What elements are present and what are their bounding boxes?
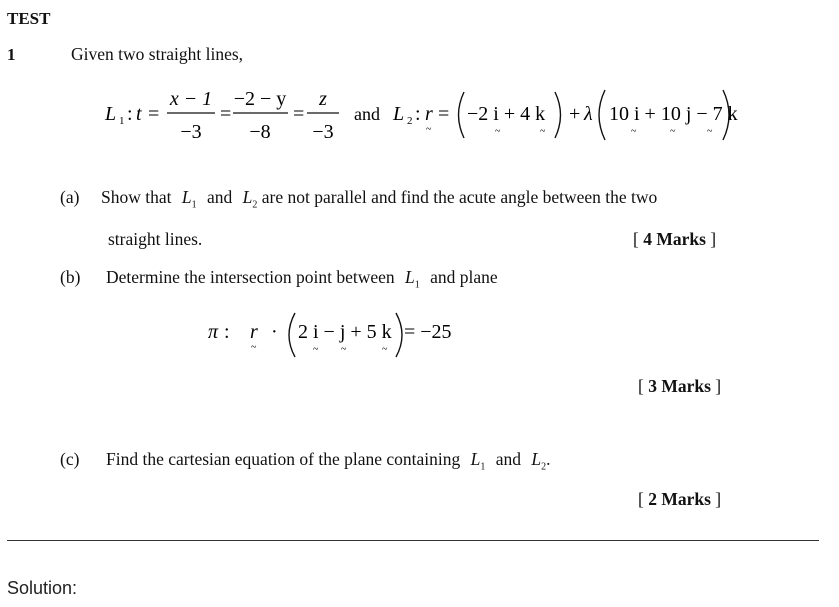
part-c-marks	[638, 489, 721, 510]
part-b-marks	[638, 376, 721, 397]
part-a-marks-open: [	[633, 229, 639, 249]
part-a-mid: and	[206, 187, 233, 207]
l2-dir-k-tilde: ~	[707, 126, 713, 137]
l2-direction-vector: 10 i + 10 j − 7 k	[609, 103, 738, 125]
plane-lhs-tilde: ~	[251, 342, 257, 353]
part-c-label: (c)	[60, 449, 80, 469]
part-a-marks-close: ]	[710, 229, 717, 249]
part-b-l1	[405, 267, 420, 291]
section-divider	[7, 540, 819, 541]
part-a-l2	[242, 187, 258, 211]
l2-equation	[392, 90, 738, 140]
part-a-line1	[101, 187, 657, 211]
l2-i-tilde: ~	[495, 126, 501, 137]
l2-lhs-tilde: ~	[426, 124, 432, 135]
l2-dir-i-tilde: ~	[631, 126, 637, 137]
part-a-l1-name: L	[181, 187, 192, 207]
part-a-l1-sub: 1	[191, 199, 197, 211]
l1-frac3-denominator: −3	[312, 121, 334, 143]
and-word: and	[354, 104, 380, 124]
test-heading: TEST	[7, 9, 51, 28]
solution-label: Solution:	[7, 578, 78, 598]
part-b-marks-value: 3 Marks	[648, 376, 711, 396]
part-a-marks-value: 4 Marks	[643, 229, 706, 249]
l1-frac1-denominator: −3	[180, 121, 202, 143]
l2-subscript: 2	[407, 115, 413, 127]
part-b-marks-close: ]	[715, 376, 722, 396]
l1-eq1: =	[220, 103, 232, 125]
part-a-marks	[633, 229, 716, 250]
plane-j-tilde: ~	[341, 344, 347, 355]
part-c-l2-sub: 2	[541, 461, 547, 473]
l2-lhs-vector: r	[425, 103, 433, 125]
lines-equation	[95, 80, 745, 150]
part-c-line1	[106, 449, 551, 473]
part-a-pre: Show that	[101, 187, 172, 207]
l1-frac2-denominator: −8	[249, 121, 271, 143]
part-c-marks-open: [	[638, 489, 644, 509]
l1-frac3-numerator: z	[319, 88, 327, 110]
plane-open-paren	[289, 313, 295, 357]
plane-k-tilde: ~	[382, 344, 388, 355]
plane-colon: :	[224, 321, 230, 343]
l2-eq: =	[438, 103, 450, 125]
l2-dir-open-paren	[599, 90, 605, 140]
plane-name: π	[208, 321, 219, 343]
part-c-marks-close: ]	[715, 489, 722, 509]
part-b-l1-sub: 1	[414, 279, 420, 291]
l1-frac2-numerator: −2 − y	[233, 88, 287, 110]
part-a-l1	[181, 187, 197, 211]
l2-point-open-paren	[459, 92, 465, 138]
l1-name: L	[105, 103, 117, 125]
part-c-mid: and	[495, 449, 522, 469]
part-b-pre: Determine the intersection point between	[106, 267, 395, 287]
part-b-line1	[106, 267, 498, 291]
part-c-post: .	[546, 449, 551, 469]
plane-dot: ·	[271, 321, 278, 343]
l2-name: L	[393, 103, 405, 125]
plane-lhs-vector: r	[250, 321, 258, 343]
part-a-l2-sub: 2	[252, 199, 258, 211]
part-a-label: (a)	[60, 187, 80, 207]
l1-eq0: =	[148, 103, 160, 125]
part-a-post: are not parallel and find the acute angle between the two	[261, 187, 658, 207]
part-c-pre: Find the cartesian equation of the plane containing	[106, 449, 461, 469]
part-b-l1-name: L	[405, 267, 415, 287]
l2-colon: :	[415, 103, 421, 125]
l1-colon: :	[127, 103, 133, 125]
part-c-l2-name: L	[531, 449, 542, 469]
l1-frac1-numerator: x − 1	[169, 88, 213, 110]
l1-equation	[104, 88, 339, 143]
l1-param: t	[136, 103, 142, 125]
part-b-post: and plane	[430, 267, 498, 287]
part-a-line2: straight lines.	[108, 229, 203, 249]
plane-close-paren	[396, 313, 402, 357]
l1-subscript: 1	[119, 115, 125, 127]
l2-k-tilde: ~	[540, 126, 546, 137]
question-intro: Given two straight lines,	[71, 44, 244, 64]
part-c-l1	[470, 449, 486, 473]
part-b-marks-open: [	[638, 376, 644, 396]
plane-i-tilde: ~	[313, 344, 319, 355]
question-number: 1	[7, 45, 16, 64]
l2-dir-j-tilde: ~	[670, 126, 676, 137]
part-c-marks-value: 2 Marks	[648, 489, 711, 509]
l2-point-close-paren	[555, 92, 561, 138]
plane-equation	[200, 305, 480, 365]
plane-vector: 2 i − j + 5 k	[298, 321, 392, 343]
part-b-label: (b)	[60, 267, 81, 287]
l2-point-vector: −2 i + 4 k	[467, 103, 546, 125]
l2-lambda: λ	[584, 103, 593, 125]
part-a-l2-name: L	[242, 187, 253, 207]
plane-rhs: = −25	[404, 321, 452, 343]
l2-plus: +	[569, 103, 581, 125]
part-c-l1-sub: 1	[480, 461, 486, 473]
part-c-l2	[531, 449, 547, 473]
l1-eq2: =	[293, 103, 305, 125]
part-c-l1-name: L	[470, 449, 481, 469]
